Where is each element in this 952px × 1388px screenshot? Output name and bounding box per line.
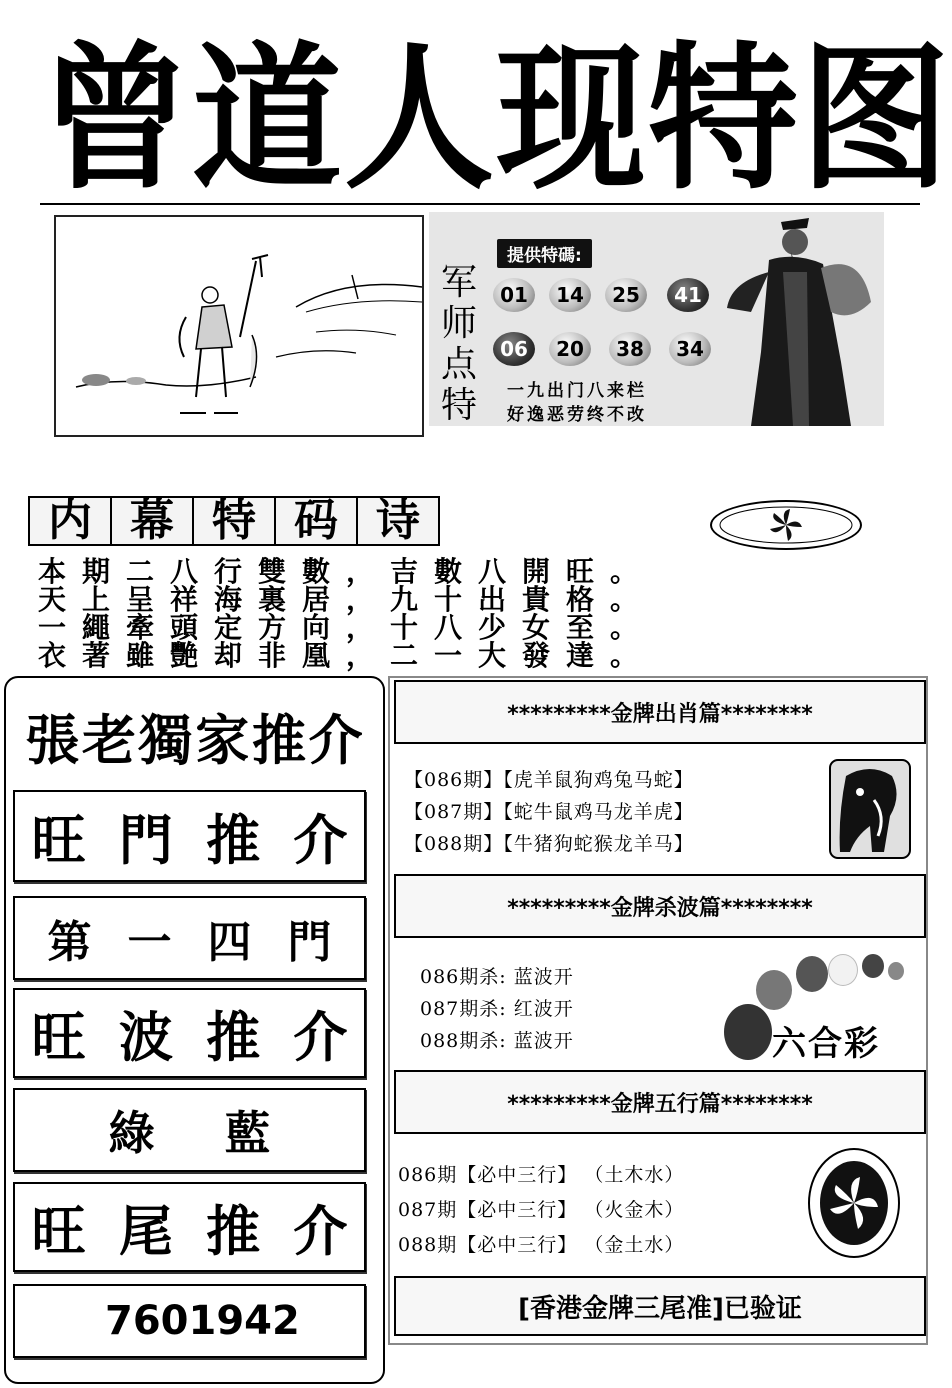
period-label: 【086期】: [404, 769, 504, 791]
zhang-recommend-title: [24, 700, 364, 772]
box-char: 介: [293, 1004, 348, 1069]
shabo-row: [420, 962, 574, 989]
period-label: 086期: [398, 1164, 458, 1186]
hk-emblem-icon: [806, 1146, 902, 1260]
title-divider: [40, 203, 920, 205]
page-title: [40, 28, 952, 212]
wave-value: 红波开: [513, 998, 574, 1020]
number-ball: 41: [667, 278, 709, 312]
lv-lan-box: [13, 1088, 366, 1172]
wuxing-tag: 【必中三行】: [457, 1199, 578, 1221]
shengxiao-header: *********金牌出肖篇********: [394, 680, 926, 744]
period-label: 087期杀:: [420, 998, 507, 1020]
lottery-ball-icon: [828, 954, 858, 986]
vertical-char: 军: [440, 262, 477, 303]
animal-list: 【蛇牛鼠鸡马龙羊虎】: [503, 801, 694, 823]
poem-title: [28, 496, 440, 548]
zhang-title-char: 獨: [138, 708, 193, 772]
title-char: 人: [344, 28, 497, 212]
zhang-title-char: 介: [308, 708, 363, 772]
box-char: 藍: [224, 1106, 271, 1160]
provide-code-label: 提供特碼:: [497, 239, 592, 268]
poem-title-char: 诗: [356, 496, 440, 546]
di-yi-si-men-box: [13, 896, 366, 980]
junshi-panel: [429, 212, 884, 426]
zhang-title-char: 老: [81, 708, 136, 772]
poem-line: 衣著雖艷却非凰，二一大發達。: [38, 639, 655, 672]
animal-list: 【虎羊鼠狗鸡兔马蛇】: [503, 769, 694, 791]
number-ball: 34: [669, 332, 711, 366]
box-char: 一: [127, 917, 172, 968]
shabo-header: *********金牌杀波篇********: [394, 874, 926, 938]
period-label: 【088期】: [404, 833, 504, 855]
title-char: 曾: [40, 28, 193, 212]
lottery-ball-icon: [756, 970, 792, 1010]
shabo-row: [420, 994, 574, 1021]
number-ball: 14: [549, 278, 591, 312]
shengxiao-row: [404, 797, 694, 824]
number-ball: 20: [549, 332, 591, 366]
period-label: 088期杀:: [420, 1030, 507, 1052]
lottery-ball-icon: [888, 962, 904, 980]
hunter-illustration: [54, 215, 424, 437]
title-char: 特: [648, 28, 801, 212]
wuxing-row: [398, 1230, 684, 1257]
box-char: 尾: [118, 1198, 173, 1263]
box-char: 門: [118, 807, 173, 872]
period-label: 087期: [398, 1199, 458, 1221]
box-char: 推: [206, 1004, 261, 1069]
number-ball: 25: [605, 278, 647, 312]
junshi-vertical-label: [439, 262, 479, 426]
poem-line: 一繩牽頭定方向，十八少女至。: [38, 611, 655, 644]
box-char: 門: [287, 917, 332, 968]
box-char: 旺: [31, 1198, 86, 1263]
shengxiao-row: [404, 765, 694, 792]
wuxing-row: [398, 1160, 684, 1187]
wuxing-tag: 【必中三行】: [457, 1164, 578, 1186]
title-char: 图: [800, 28, 952, 212]
number-ball: 01: [493, 278, 535, 312]
shengxiao-row: [404, 829, 694, 856]
mark-six-brand: 六合彩: [772, 1024, 880, 1064]
period-label: 【087期】: [404, 801, 504, 823]
wave-value: 蓝波开: [513, 1030, 574, 1052]
wang-men-box: [13, 790, 366, 882]
zhang-title-char: 家: [195, 708, 250, 772]
slogan-line-2: 好逸恶劳终不改: [507, 405, 647, 425]
box-char: 波: [118, 1004, 173, 1069]
box-char: 旺: [31, 807, 86, 872]
box-char: 推: [206, 1198, 261, 1263]
shabo-row: [420, 1026, 574, 1053]
poem-title-char: 内: [28, 496, 110, 546]
zhang-title-char: 張: [25, 708, 80, 772]
hunter-scene-icon: [56, 217, 422, 435]
strategist-figure-icon: [721, 212, 881, 426]
sanwei-footer: [香港金牌三尾准]已验证: [394, 1276, 926, 1336]
box-char: 介: [293, 1198, 348, 1263]
box-char: 旺: [31, 1004, 86, 1069]
slogan-line-1: 一九出门八来栏: [507, 381, 647, 401]
title-char: 现: [496, 28, 649, 212]
period-label: 088期: [398, 1234, 458, 1256]
element-values: （土木水）: [584, 1164, 685, 1186]
box-char: 介: [293, 807, 348, 872]
vertical-char: 点: [440, 344, 477, 385]
wave-value: 蓝波开: [513, 966, 574, 988]
wang-wei-box: [13, 1182, 366, 1272]
period-label: 086期杀:: [420, 966, 507, 988]
tail-number: 7601942: [105, 1298, 300, 1344]
wuxing-header: *********金牌五行篇********: [394, 1070, 926, 1134]
poem-line: 本期二八行雙數，吉數八開旺。: [38, 555, 655, 588]
wuxing-tag: 【必中三行】: [457, 1234, 578, 1256]
element-values: （火金木）: [584, 1199, 685, 1221]
zhang-title-char: 推: [251, 708, 306, 772]
box-char: 四: [207, 917, 252, 968]
wuxing-row: [398, 1195, 684, 1222]
animal-list: 【牛猪狗蛇猴龙羊马】: [503, 833, 694, 855]
box-char: 綠: [108, 1106, 155, 1160]
title-char: 道: [192, 28, 345, 212]
bauhinia-emblem-icon: [710, 500, 862, 550]
vertical-char: 师: [440, 303, 477, 344]
box-char: 第: [47, 917, 92, 968]
poem-line: 天上呈祥海裏居，九十出貴格。: [38, 583, 655, 616]
lottery-ball-icon: [862, 954, 884, 978]
tail-number-box: [13, 1284, 366, 1358]
lottery-ball-icon: [796, 956, 828, 992]
elephant-icon: [826, 756, 914, 862]
poem-title-char: 幕: [110, 496, 192, 546]
poem-title-char: 码: [274, 496, 356, 546]
poem-title-char: 特: [192, 496, 274, 546]
wang-bo-box: [13, 988, 366, 1078]
number-ball: 06: [493, 332, 535, 366]
vertical-char: 特: [440, 385, 477, 426]
lottery-ball-icon: [724, 1004, 772, 1060]
number-ball: 38: [609, 332, 651, 366]
box-char: 推: [206, 807, 261, 872]
element-values: （金土水）: [584, 1234, 685, 1256]
